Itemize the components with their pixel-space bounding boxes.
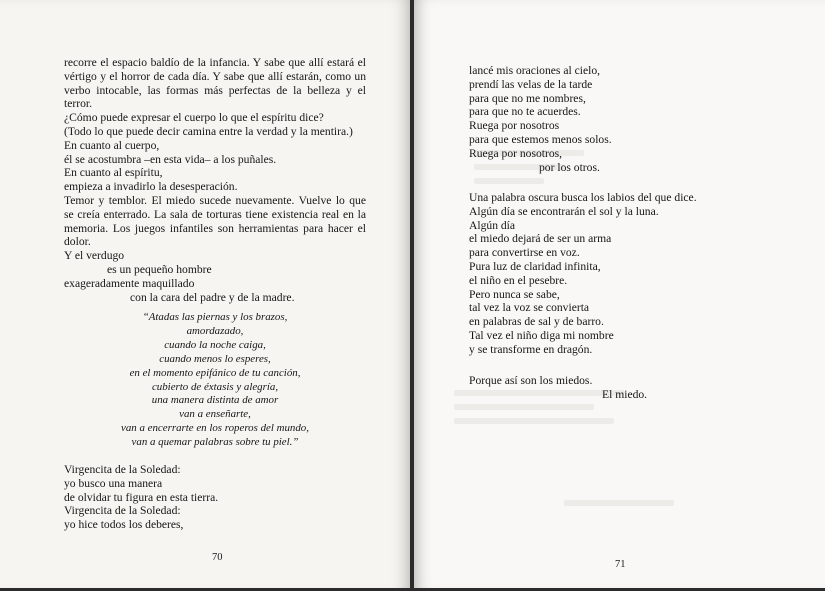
- quote-line: cuando menos lo esperes,: [159, 352, 271, 365]
- quote-line: cubierto de éxtasis y alegría,: [151, 380, 279, 393]
- quote-line: van a quemar palabras sobre tu piel.”: [131, 436, 299, 449]
- text-line: para que no me nombres,: [469, 91, 586, 105]
- text-line: Ruega por nosotros,: [469, 146, 563, 160]
- text-line: Una palabra oscura busca los labios del que dice.: [469, 191, 697, 204]
- text-line: tal vez la voz se convierta: [469, 301, 590, 315]
- text-line: Y el verdugo: [64, 249, 125, 263]
- text-line: es un pequeño hombre: [107, 262, 212, 276]
- page-number-left: 70: [212, 552, 223, 563]
- text-line: él se acostumbra –en esta vida– a los puñales.: [64, 152, 277, 166]
- text-line: de olvidar tu figura en esta tierra.: [64, 490, 219, 504]
- text-line: memoria. Los juegos infantiles son herramientas para hacer el: [64, 221, 366, 235]
- right-stanza-2: [469, 191, 769, 357]
- text-line: En cuanto al espíritu,: [64, 166, 163, 180]
- text-line: prendí las velas de la tarde: [469, 77, 593, 91]
- right-page: [414, 0, 825, 591]
- text-line: se creía enterrado. La sala de torturas tiene existencia real en la: [64, 207, 366, 221]
- page-number-right: 71: [615, 559, 626, 570]
- text-line: Virgencita de la Soledad:: [64, 463, 181, 476]
- text-line: empieza a invadirlo la desesperación.: [64, 180, 238, 194]
- bleed-through-text: [564, 500, 684, 514]
- text-line: dolor.: [64, 235, 91, 249]
- text-line: exageradamente maquillado: [64, 276, 195, 290]
- text-line: (Todo lo que puede decir camina entre la verdad y la mentira.): [64, 124, 353, 138]
- text-line: Temor y temblor. El miedo sucede nuevamente. Vuelve lo que: [64, 193, 366, 207]
- text-line: Ruega por nosotros: [469, 119, 560, 133]
- quote-line: van a enseñarte,: [179, 408, 251, 421]
- text-line: yo hice todos los deberes,: [64, 518, 184, 532]
- text-line: para convertirse en voz.: [469, 246, 580, 260]
- text-line: vértigo y el horror de cada día. Y sabe que allí estarán, como un: [64, 69, 366, 83]
- text-line: recorre el espacio baldío de la infancia. Y sabe que allí estará el: [64, 56, 366, 69]
- quote-line: “Atadas las piernas y los brazos,: [142, 311, 288, 323]
- text-line: yo busco una manera: [64, 476, 163, 490]
- text-line: verbo intocable, las formas más perfectas de la belleza y el terror.: [64, 83, 366, 111]
- text-line: Tal vez el niño diga mi nombre: [469, 328, 614, 342]
- text-line: el miedo dejará de ser un arma: [469, 232, 612, 246]
- text-line: el niño en el pesebre.: [469, 273, 568, 287]
- right-stanza-3: [469, 374, 769, 402]
- text-line: para que estemos menos solos.: [469, 132, 612, 146]
- quote-line: cuando la noche caiga,: [164, 338, 266, 351]
- text-line: Porque así son los miedos.: [469, 374, 593, 387]
- text-line: en palabras de sal y de barro.: [469, 315, 604, 329]
- text-line: En cuanto al cuerpo,: [64, 138, 160, 152]
- text-line: Algún día: [469, 218, 516, 232]
- text-line: por los otros.: [539, 160, 600, 174]
- quote-line: van a encerrarte en los roperos del mundo,: [121, 422, 309, 435]
- text-line: y se transforme en dragón.: [469, 342, 593, 356]
- quote-line: una manera distinta de amor: [151, 394, 279, 407]
- right-stanza-1: [469, 64, 769, 174]
- text-line: Algún día se encontrarán el sol y la luna.: [469, 204, 659, 218]
- left-paragraph-1: [64, 56, 366, 304]
- text-line: Pero nunca se sabe,: [469, 287, 560, 301]
- text-line: El miedo.: [602, 387, 648, 401]
- text-line: lancé mis oraciones al cielo,: [469, 64, 601, 77]
- text-line: ¿Cómo puede expresar el cuerpo lo que el espíritu dice?: [64, 111, 324, 125]
- text-line: para que no te acuerdes.: [469, 105, 581, 119]
- italic-quote: [64, 311, 366, 450]
- text-line: Virgencita de la Soledad:: [64, 504, 181, 518]
- text-line: con la cara del padre y de la madre.: [130, 290, 295, 304]
- quote-line: amordazado,: [186, 324, 244, 337]
- text-line: Pura luz de claridad infinita,: [469, 259, 601, 273]
- left-paragraph-2: [64, 463, 366, 532]
- quote-line: en el momento epifánico de tu canción,: [129, 366, 301, 379]
